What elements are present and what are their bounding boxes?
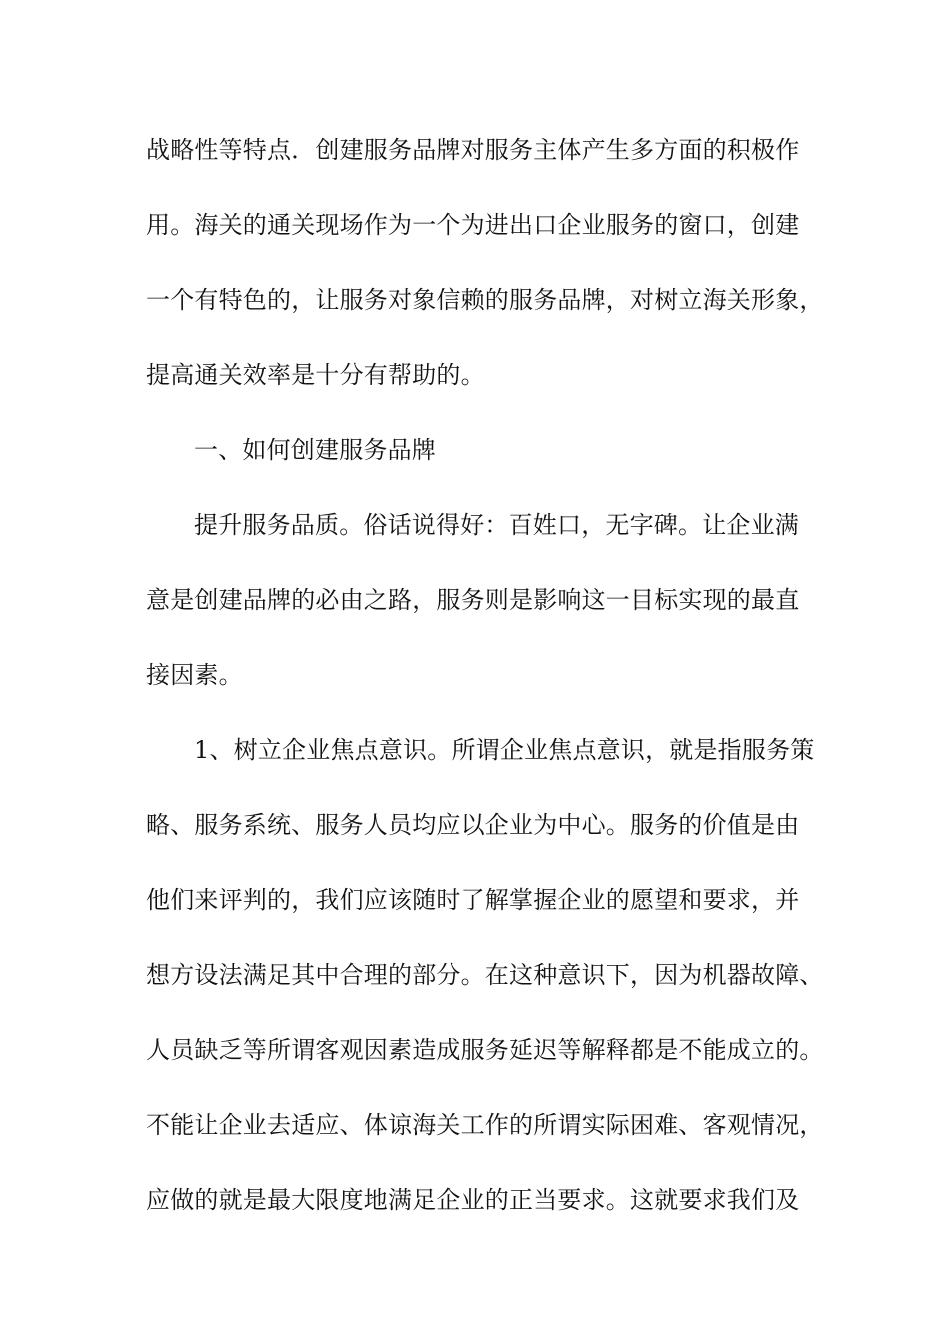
paragraph-line: 不能让企业去适应、体谅海关工作的所谓实际困难、客观情况， bbox=[146, 1111, 824, 1139]
paragraph-line: 想方设法满足其中合理的部分。在这种意识下，因为机器故障、 bbox=[146, 961, 824, 989]
paragraph-line: 接因素。 bbox=[146, 661, 243, 689]
paragraph-line: 1、树立企业焦点意识。所谓企业焦点意识，就是指服务策 bbox=[194, 736, 815, 764]
paragraph-line: 人员缺乏等所谓客观因素造成服务延迟等解释都是不能成立的。 bbox=[146, 1036, 824, 1064]
paragraph-line: 提升服务品质。俗话说得好：百姓口，无字碑。让企业满 bbox=[194, 511, 799, 539]
paragraph-line: 用。海关的通关现场作为一个为进出口企业服务的窗口，创建 bbox=[146, 211, 800, 239]
paragraph-line: 应做的就是最大限度地满足企业的正当要求。这就要求我们及 bbox=[146, 1186, 800, 1214]
paragraph-line: 意是创建品牌的必由之路，服务则是影响这一目标实现的最直 bbox=[146, 586, 800, 614]
paragraph-line: 他们来评判的，我们应该随时了解掌握企业的愿望和要求，并 bbox=[146, 886, 800, 914]
paragraph-line: 略、服务系统、服务人员均应以企业为中心。服务的价值是由 bbox=[146, 811, 800, 839]
section-heading: 一、如何创建服务品牌 bbox=[194, 436, 436, 464]
paragraph-line: 一个有特色的，让服务对象信赖的服务品牌，对树立海关形象， bbox=[146, 286, 824, 314]
paragraph-line: 提高通关效率是十分有帮助的。 bbox=[146, 361, 485, 389]
paragraph-line: 战略性等特点．创建服务品牌对服务主体产生多方面的积极作 bbox=[146, 136, 800, 164]
